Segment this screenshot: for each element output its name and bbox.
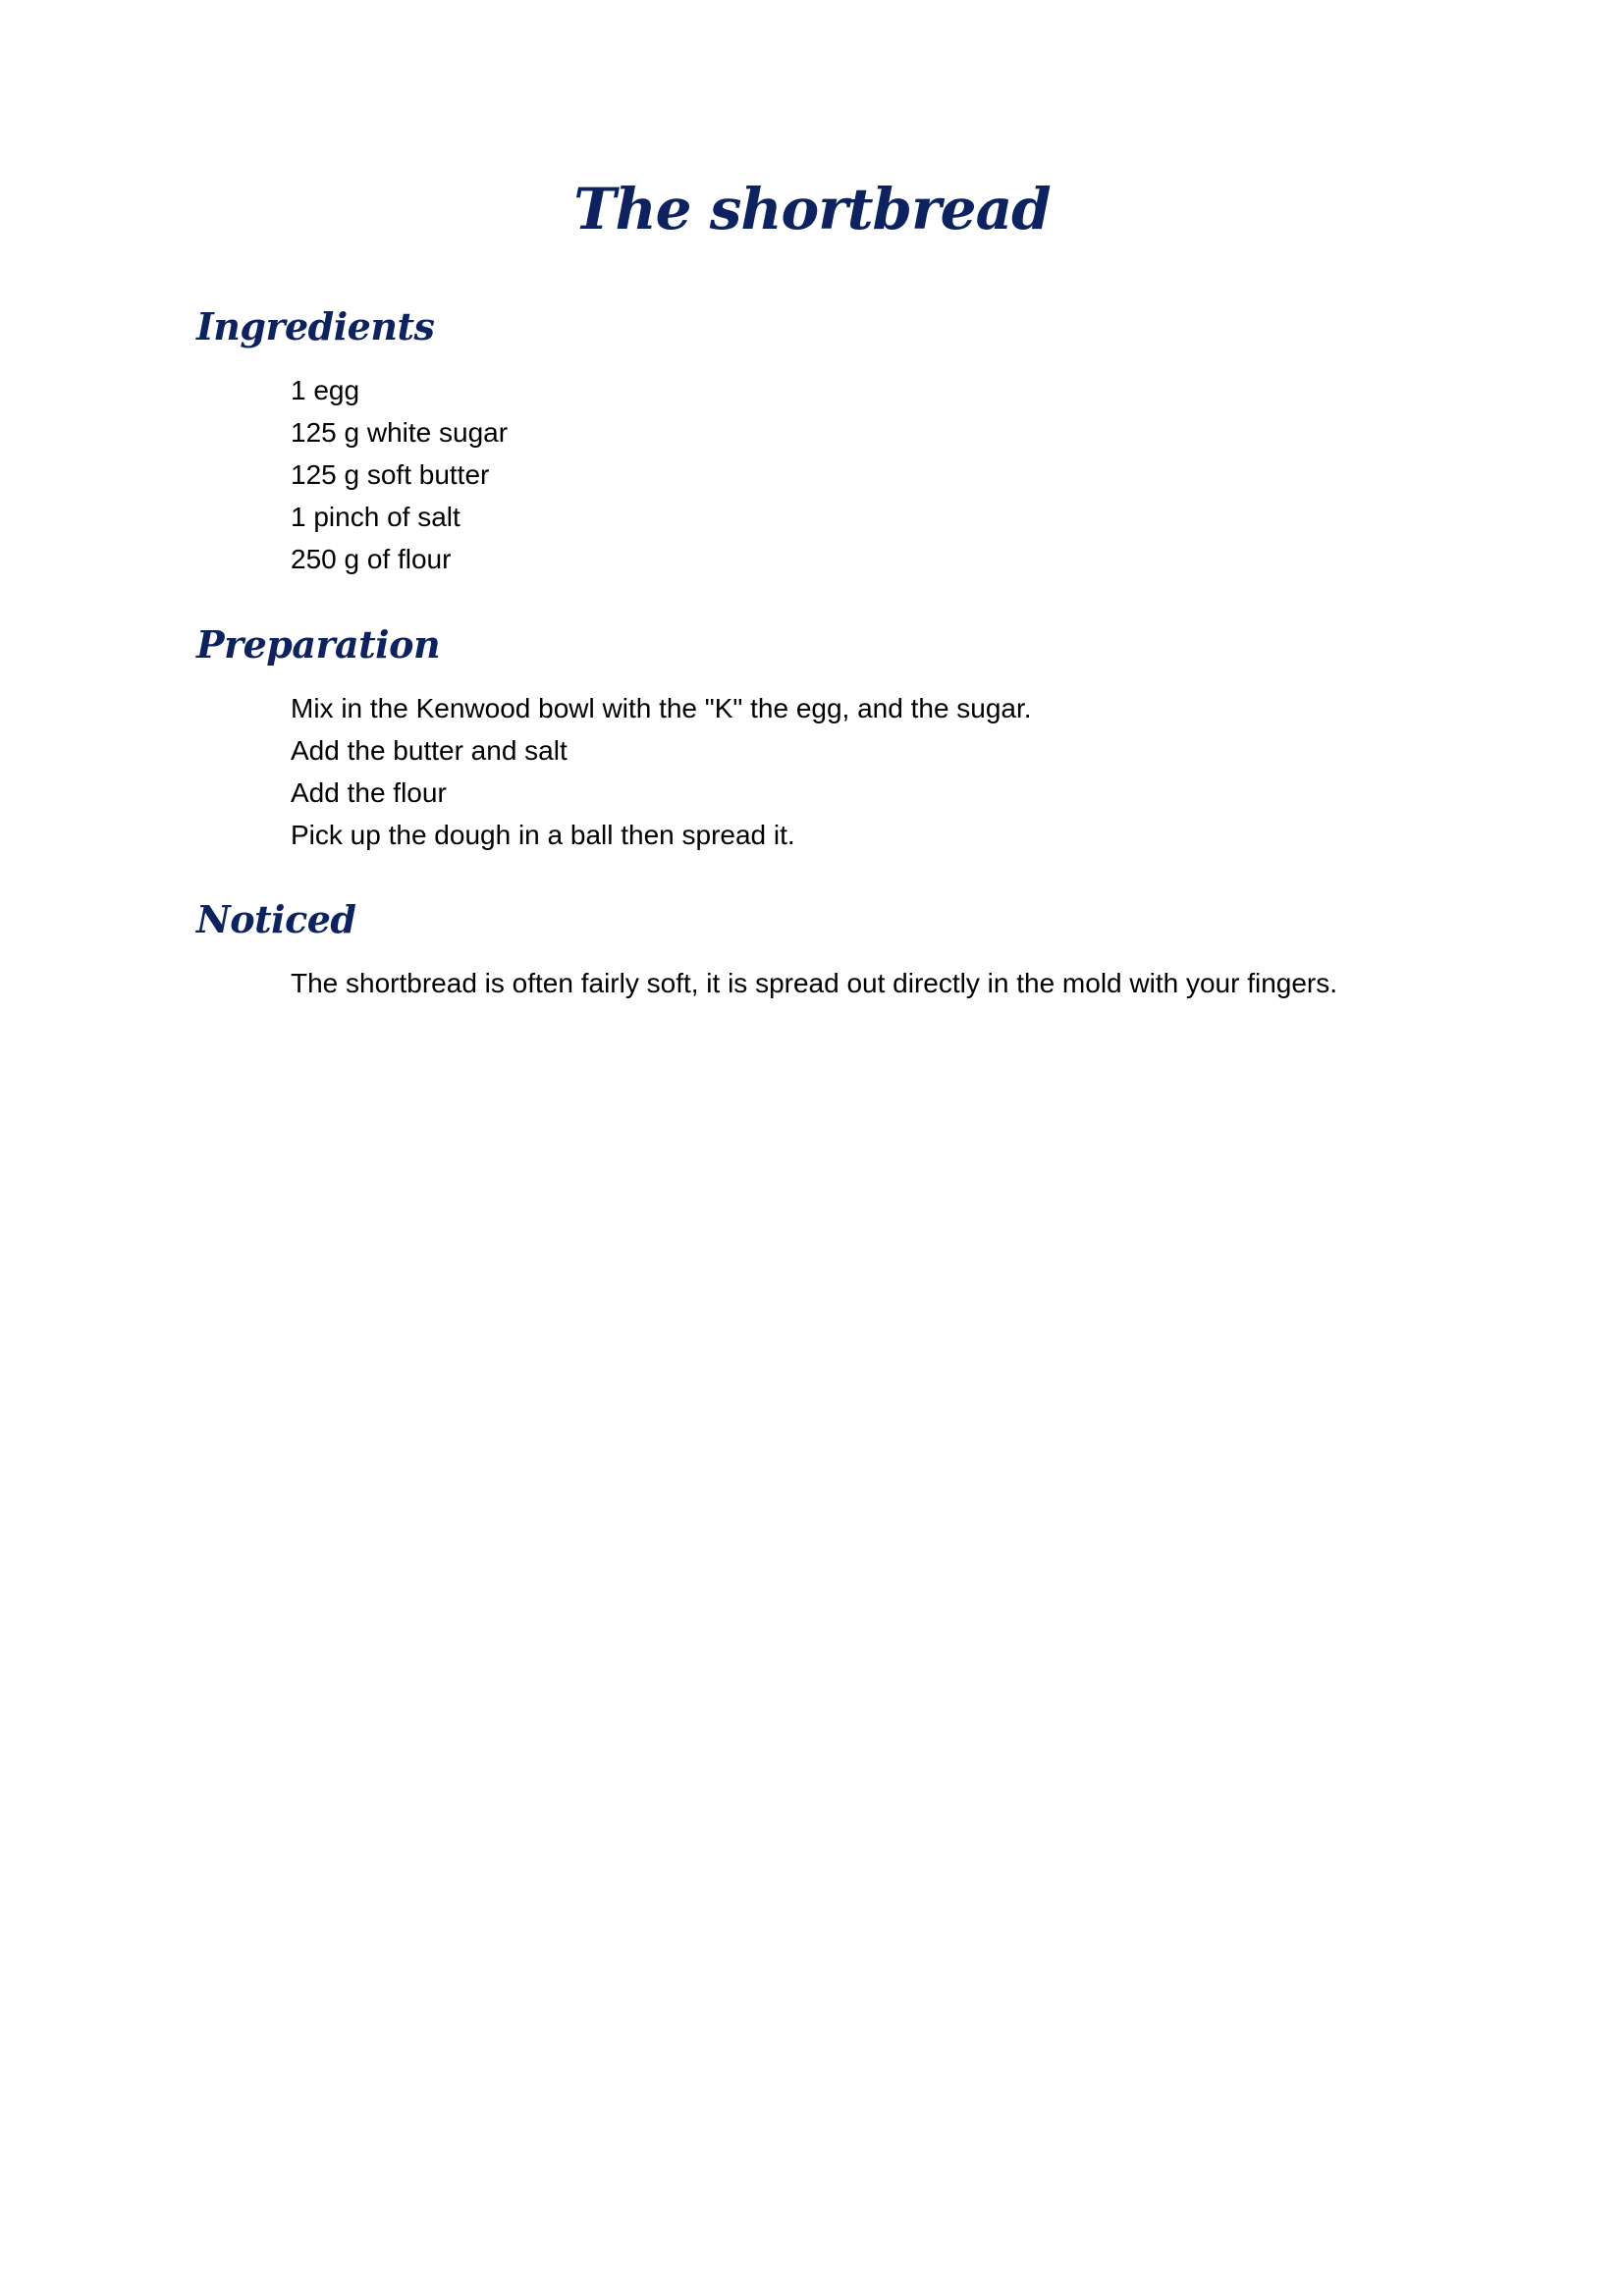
preparation-section	[196, 624, 1473, 856]
list-item: 125 g white sugar	[291, 416, 509, 448]
list-item: Mix in the Kenwood bowl with the "K" the egg, and the sugar.	[291, 692, 1032, 723]
list-item: The shortbread is often fairly soft, it is spread out directly in the mold with your fingers.	[291, 967, 1338, 998]
section-heading-noticed: Noticed	[196, 897, 356, 941]
section-heading-ingredients: Ingredients	[196, 304, 435, 348]
list-item: Add the flour	[291, 776, 447, 808]
list-item: 250 g of flour	[291, 543, 452, 574]
preparation-list	[196, 687, 1473, 856]
list-item: 1 egg	[291, 374, 360, 405]
list-item: Add the butter and salt	[291, 734, 568, 766]
section-heading-preparation: Preparation	[196, 622, 441, 667]
list-item: 1 pinch of salt	[291, 501, 460, 532]
document-title: The shortbread	[573, 176, 1051, 242]
list-item: Pick up the dough in a ball then spread it.	[291, 819, 795, 850]
noticed-section	[196, 899, 1473, 1004]
ingredients-list	[196, 369, 1473, 580]
noticed-list	[196, 962, 1473, 1004]
list-item: 125 g soft butter	[291, 458, 490, 490]
ingredients-section	[196, 306, 1473, 580]
